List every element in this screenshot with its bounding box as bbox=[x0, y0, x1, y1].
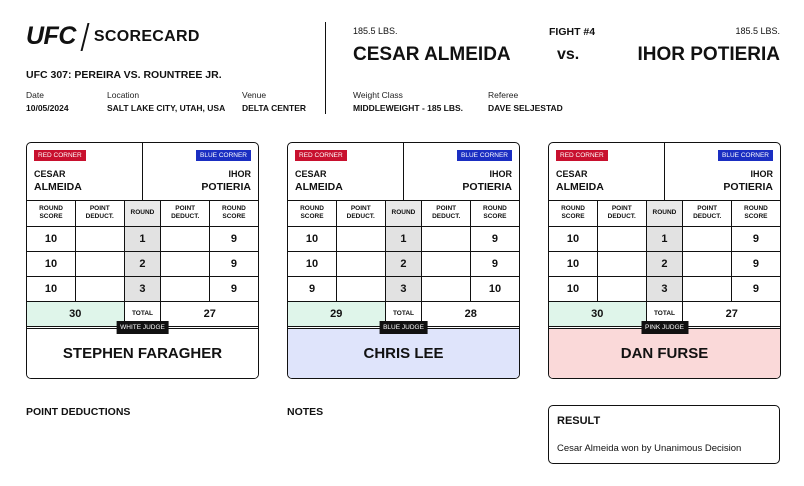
blue-point-deduction bbox=[422, 226, 471, 251]
score-row bbox=[549, 276, 780, 301]
round-score-header: ROUND SCORE bbox=[288, 201, 337, 226]
round-number-value: 2 bbox=[661, 257, 668, 270]
blue-fighter-last-name: POTIERIA bbox=[201, 181, 251, 193]
blue-point-deduction bbox=[422, 276, 471, 301]
red-corner bbox=[288, 143, 404, 200]
red-round-score: 10 bbox=[288, 251, 337, 276]
weight-class-label: Weight Class bbox=[353, 90, 403, 100]
round-number bbox=[124, 251, 161, 276]
red-round-score: 9 bbox=[288, 276, 337, 301]
blue-total: 28 bbox=[422, 301, 519, 326]
corner-header bbox=[27, 143, 258, 201]
blue-corner bbox=[404, 143, 519, 200]
round-header: ROUND bbox=[385, 201, 422, 226]
blue-fighter-last-name: POTIERIA bbox=[723, 181, 773, 193]
red-total: 30 bbox=[27, 301, 124, 326]
vs-text: vs. bbox=[557, 46, 580, 63]
red-point-deduction bbox=[337, 276, 386, 301]
red-total: 29 bbox=[288, 301, 385, 326]
blue-round-score: 9 bbox=[209, 226, 258, 251]
point-deductions-label: POINT DEDUCTIONS bbox=[26, 406, 131, 418]
blue-fighter-first-name: IHOR bbox=[489, 169, 512, 179]
total-label: TOTAL bbox=[124, 301, 161, 326]
blue-point-deduction bbox=[683, 226, 732, 251]
red-fighter-last-name: ALMEIDA bbox=[295, 181, 343, 193]
round-number-value: 1 bbox=[400, 232, 407, 245]
red-round-score: 10 bbox=[27, 251, 76, 276]
judge-tag: WHITE JUDGE bbox=[116, 321, 169, 334]
score-row bbox=[27, 276, 258, 301]
corner-header bbox=[549, 143, 780, 201]
round-score-header: ROUND SCORE bbox=[731, 201, 780, 226]
round-header: ROUND bbox=[124, 201, 161, 226]
result-label: RESULT bbox=[557, 415, 601, 427]
blue-round-score: 9 bbox=[209, 276, 258, 301]
red-corner-tag: RED CORNER bbox=[34, 150, 86, 161]
blue-round-score: 9 bbox=[731, 226, 780, 251]
blue-corner-fighter bbox=[201, 168, 251, 194]
round-number bbox=[646, 226, 683, 251]
red-fighter-first-name: CESAR bbox=[295, 169, 327, 179]
judge-card-2 bbox=[287, 142, 520, 379]
red-fighter-last-name: ALMEIDA bbox=[34, 181, 82, 193]
red-round-score: 10 bbox=[27, 276, 76, 301]
blue-fighter-last-name: POTIERIA bbox=[462, 181, 512, 193]
red-corner bbox=[549, 143, 665, 200]
event-title: UFC 307: PEREIRA VS. ROUNTREE JR. bbox=[26, 69, 222, 81]
point-deduct-header: POINT DEDUCT. bbox=[683, 201, 732, 226]
round-number-value: 1 bbox=[661, 232, 668, 245]
logo-divider bbox=[80, 23, 89, 51]
red-corner-fighter bbox=[34, 168, 82, 194]
round-number bbox=[385, 251, 422, 276]
red-corner-fighter bbox=[556, 168, 604, 194]
round-number-value: 2 bbox=[400, 257, 407, 270]
round-number-value: 3 bbox=[661, 282, 668, 295]
venue-label: Venue bbox=[242, 90, 267, 100]
judge-card-1 bbox=[26, 142, 259, 379]
red-point-deduction bbox=[76, 276, 125, 301]
total-label: TOTAL bbox=[385, 301, 422, 326]
judge-area bbox=[288, 324, 519, 378]
blue-fighter-first-name: IHOR bbox=[750, 169, 773, 179]
round-number bbox=[124, 276, 161, 301]
score-table bbox=[549, 201, 780, 327]
score-row bbox=[27, 226, 258, 251]
blue-corner bbox=[143, 143, 258, 200]
red-point-deduction bbox=[76, 226, 125, 251]
red-corner-tag: RED CORNER bbox=[295, 150, 347, 161]
blue-fighter-weight: 185.5 LBS. bbox=[735, 26, 780, 36]
blue-round-score: 9 bbox=[731, 276, 780, 301]
score-table bbox=[27, 201, 258, 327]
blue-point-deduction bbox=[161, 276, 210, 301]
judge-tag: PINK JUDGE bbox=[641, 321, 688, 334]
judge-area bbox=[27, 324, 258, 378]
red-round-score: 10 bbox=[27, 226, 76, 251]
blue-corner-tag: BLUE CORNER bbox=[196, 150, 251, 161]
red-point-deduction bbox=[598, 276, 647, 301]
blue-round-score: 9 bbox=[470, 226, 519, 251]
ufc-wordmark: UFC bbox=[26, 22, 76, 50]
round-score-header: ROUND SCORE bbox=[27, 201, 76, 226]
blue-point-deduction bbox=[161, 226, 210, 251]
score-table-header bbox=[288, 201, 519, 226]
score-row bbox=[288, 226, 519, 251]
blue-corner-fighter bbox=[462, 168, 512, 194]
blue-point-deduction bbox=[161, 251, 210, 276]
round-number-value: 3 bbox=[400, 282, 407, 295]
blue-round-score: 9 bbox=[209, 251, 258, 276]
judge-name: DAN FURSE bbox=[620, 345, 709, 362]
blue-point-deduction bbox=[683, 251, 732, 276]
point-deduct-header: POINT DEDUCT. bbox=[598, 201, 647, 226]
round-number bbox=[646, 276, 683, 301]
score-row bbox=[549, 226, 780, 251]
score-table-header bbox=[549, 201, 780, 226]
red-round-score: 10 bbox=[549, 226, 598, 251]
venue-value: DELTA CENTER bbox=[242, 103, 307, 113]
red-fighter-name: CESAR ALMEIDA bbox=[353, 44, 511, 65]
notes-label: NOTES bbox=[287, 406, 324, 418]
blue-point-deduction bbox=[422, 251, 471, 276]
judge-tag: BLUE JUDGE bbox=[379, 321, 428, 334]
total-label: TOTAL bbox=[646, 301, 683, 326]
round-number-value: 2 bbox=[139, 257, 146, 270]
red-round-score: 10 bbox=[549, 251, 598, 276]
red-round-score: 10 bbox=[549, 276, 598, 301]
round-number-value: 3 bbox=[139, 282, 146, 295]
red-point-deduction bbox=[337, 251, 386, 276]
point-deduct-header: POINT DEDUCT. bbox=[76, 201, 125, 226]
referee-label: Referee bbox=[488, 90, 519, 100]
red-point-deduction bbox=[598, 226, 647, 251]
red-corner-fighter bbox=[295, 168, 343, 194]
round-number bbox=[124, 226, 161, 251]
blue-corner-tag: BLUE CORNER bbox=[718, 150, 773, 161]
fight-number: FIGHT #4 bbox=[549, 26, 596, 38]
score-row bbox=[27, 251, 258, 276]
red-fighter-first-name: CESAR bbox=[34, 169, 66, 179]
blue-corner bbox=[665, 143, 780, 200]
judge-card-3 bbox=[548, 142, 781, 379]
round-score-header: ROUND SCORE bbox=[470, 201, 519, 226]
weight-class-value: MIDDLEWEIGHT - 185 LBS. bbox=[353, 103, 464, 113]
blue-total: 27 bbox=[683, 301, 780, 326]
red-point-deduction bbox=[76, 251, 125, 276]
date-label: Date bbox=[26, 90, 44, 100]
red-fighter-first-name: CESAR bbox=[556, 169, 588, 179]
round-number bbox=[385, 276, 422, 301]
judge-name: CHRIS LEE bbox=[363, 345, 444, 362]
ufc-logo bbox=[26, 22, 200, 51]
blue-round-score: 9 bbox=[470, 251, 519, 276]
blue-corner-tag: BLUE CORNER bbox=[457, 150, 512, 161]
blue-total: 27 bbox=[161, 301, 258, 326]
blue-point-deduction bbox=[683, 276, 732, 301]
red-point-deduction bbox=[337, 226, 386, 251]
round-score-header: ROUND SCORE bbox=[209, 201, 258, 226]
score-row bbox=[549, 251, 780, 276]
point-deduct-header: POINT DEDUCT. bbox=[422, 201, 471, 226]
date-value: 10/05/2024 bbox=[26, 103, 69, 113]
header-divider bbox=[325, 22, 326, 114]
red-point-deduction bbox=[598, 251, 647, 276]
point-deduct-header: POINT DEDUCT. bbox=[337, 201, 386, 226]
blue-fighter-name: IHOR POTIERIA bbox=[637, 44, 780, 65]
result-box bbox=[548, 405, 780, 464]
score-row bbox=[288, 251, 519, 276]
red-total: 30 bbox=[549, 301, 646, 326]
judge-area bbox=[549, 324, 780, 378]
red-corner bbox=[27, 143, 143, 200]
location-value: SALT LAKE CITY, UTAH, USA bbox=[107, 103, 226, 113]
blue-round-score: 9 bbox=[731, 251, 780, 276]
round-number bbox=[385, 226, 422, 251]
score-row bbox=[288, 276, 519, 301]
scorecard-title: SCORECARD bbox=[93, 27, 200, 45]
result-text: Cesar Almeida won by Unanimous Decision bbox=[557, 443, 742, 454]
blue-corner-fighter bbox=[723, 168, 773, 194]
round-score-header: ROUND SCORE bbox=[549, 201, 598, 226]
referee-value: DAVE SELJESTAD bbox=[488, 103, 563, 113]
round-header: ROUND bbox=[646, 201, 683, 226]
judge-name: STEPHEN FARAGHER bbox=[62, 345, 223, 362]
red-round-score: 10 bbox=[288, 226, 337, 251]
location-label: Location bbox=[107, 90, 140, 100]
red-fighter-weight: 185.5 LBS. bbox=[353, 26, 398, 36]
corner-header bbox=[288, 143, 519, 201]
round-number-value: 1 bbox=[139, 232, 146, 245]
round-number bbox=[646, 251, 683, 276]
red-fighter-last-name: ALMEIDA bbox=[556, 181, 604, 193]
blue-fighter-first-name: IHOR bbox=[228, 169, 251, 179]
red-corner-tag: RED CORNER bbox=[556, 150, 608, 161]
blue-round-score: 10 bbox=[470, 276, 519, 301]
point-deduct-header: POINT DEDUCT. bbox=[161, 201, 210, 226]
score-table bbox=[288, 201, 519, 327]
score-table-header bbox=[27, 201, 258, 226]
